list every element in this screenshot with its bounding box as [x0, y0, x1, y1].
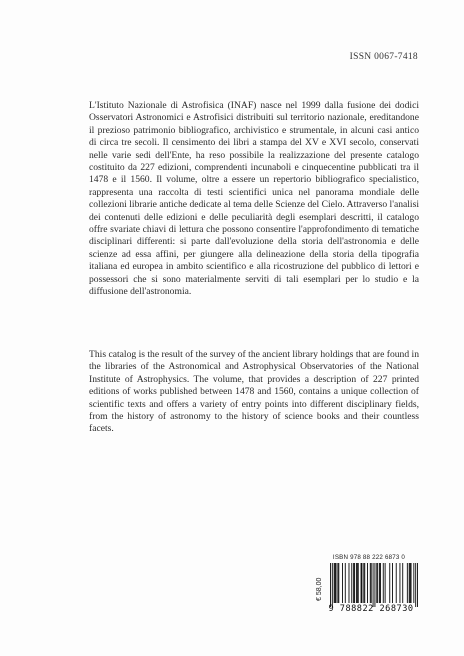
barcode-bar: [376, 563, 377, 603]
barcode-bar: [371, 563, 372, 603]
barcode-bar: [357, 563, 358, 603]
english-description-paragraph: This catalog is the result of the survey of the ancient library holdings that are found in the libraries of the Astronomical and Astrophysical Observatories of the National Institute of Astrophysics. The volume, that provides a description of 227 printed editions of works published between 1478 and 1560, contains a unique collection of scientific texts and offers a variety of entry points into different disciplinary fields, from the history of astronomy to the history of science books and their countless facets.: [89, 349, 419, 435]
barcode-bar: [383, 563, 384, 603]
barcode-bar: [389, 563, 390, 603]
barcode-bar: [413, 563, 414, 603]
barcode-bar: [361, 563, 362, 603]
barcode-bar: [342, 563, 343, 603]
barcode-image: [330, 563, 418, 607]
price-label: € 58,00: [316, 577, 323, 601]
barcode-bar: [330, 563, 331, 607]
barcode-bar: [363, 563, 364, 603]
barcode-bar: [353, 563, 354, 603]
barcode-bar: [332, 563, 333, 607]
barcode-bar: [380, 563, 381, 603]
barcode-bar: [407, 563, 408, 603]
barcode-bar: [385, 563, 386, 603]
barcode-isbn-text: ISBN 978 88 222 6873 0: [332, 554, 406, 561]
barcode-bar: [335, 563, 336, 603]
barcode-bar: [351, 563, 352, 603]
barcode-bar: [374, 563, 375, 607]
barcode-digits: 9 788822 268730: [328, 604, 414, 614]
issn-label: ISSN 0067-7418: [349, 52, 418, 62]
barcode-bar: [337, 563, 338, 603]
barcode-bar: [345, 563, 346, 603]
barcode-bar: [356, 563, 357, 603]
barcode-bar: [379, 563, 380, 603]
barcode-bar: [409, 563, 410, 603]
barcode-bar: [338, 563, 339, 603]
barcode-bar: [364, 563, 365, 603]
barcode-bar: [367, 563, 368, 603]
barcode-bar: [349, 563, 350, 603]
barcode-bar: [396, 563, 397, 603]
barcode-bar: [417, 563, 418, 607]
barcode-bar: [361, 563, 362, 603]
barcode-bar: [370, 563, 371, 603]
barcode-bar: [377, 563, 378, 603]
barcode-bar: [358, 563, 359, 603]
barcode-bar: [336, 563, 337, 603]
barcode-bar: [334, 563, 335, 603]
barcode-block: [318, 554, 420, 616]
barcode-bar: [402, 563, 403, 603]
barcode-bar: [411, 563, 412, 603]
barcode-bar: [354, 563, 355, 603]
barcode-bar: [392, 563, 393, 603]
barcode-bar: [410, 563, 411, 603]
barcode-bar: [415, 563, 416, 607]
barcode-bar: [399, 563, 400, 603]
italian-description-paragraph: L'Istituto Nazionale di Astrofisica (INAF) nasce nel 1999 dalla fusione dei dodici Osservatori Astronomici e Astrofisici distribuiti sul territorio nazionale, ereditandone il prezioso patrimonio bibliografico, archivistico e strumentale, in alcuni casi antico di circa tre secoli. Il censimento dei libri a stampa del XV e XVI secolo, conservati nelle varie sedi dell'Ente, ha reso possibile la realizzazione del presente catalogo costituito da 227 edizioni, comprendenti incunaboli e cinquecentine pubblicati tra il 1478 e il 1560. Il volume, oltre a essere un repertorio bibliografico specialistico, rappresenta una raccolta di testi scientifici unica nel panorama mondiale delle collezioni librarie antiche dedicate al tema delle Scienze del Cielo. Attraverso l'analisi dei contenuti delle edizioni e delle peculiarità degli esemplari descritti, il catalogo offre svariate chiavi di lettura che possono consentire l'approfondimento di tematiche disciplinari differenti: si parte dall'evoluzione della storia dell'astronomia e delle scienze ad essa affini, per giungere alla delineazione della storia della tipografia italiana ed europea in ambito scientifico e alla ricostruzione del pubblico di lettori e possessori che si sono materialmente serviti di tali esemplari per lo studio e la diffusione dell'astronomia.: [89, 100, 419, 298]
barcode-bar: [373, 563, 374, 607]
